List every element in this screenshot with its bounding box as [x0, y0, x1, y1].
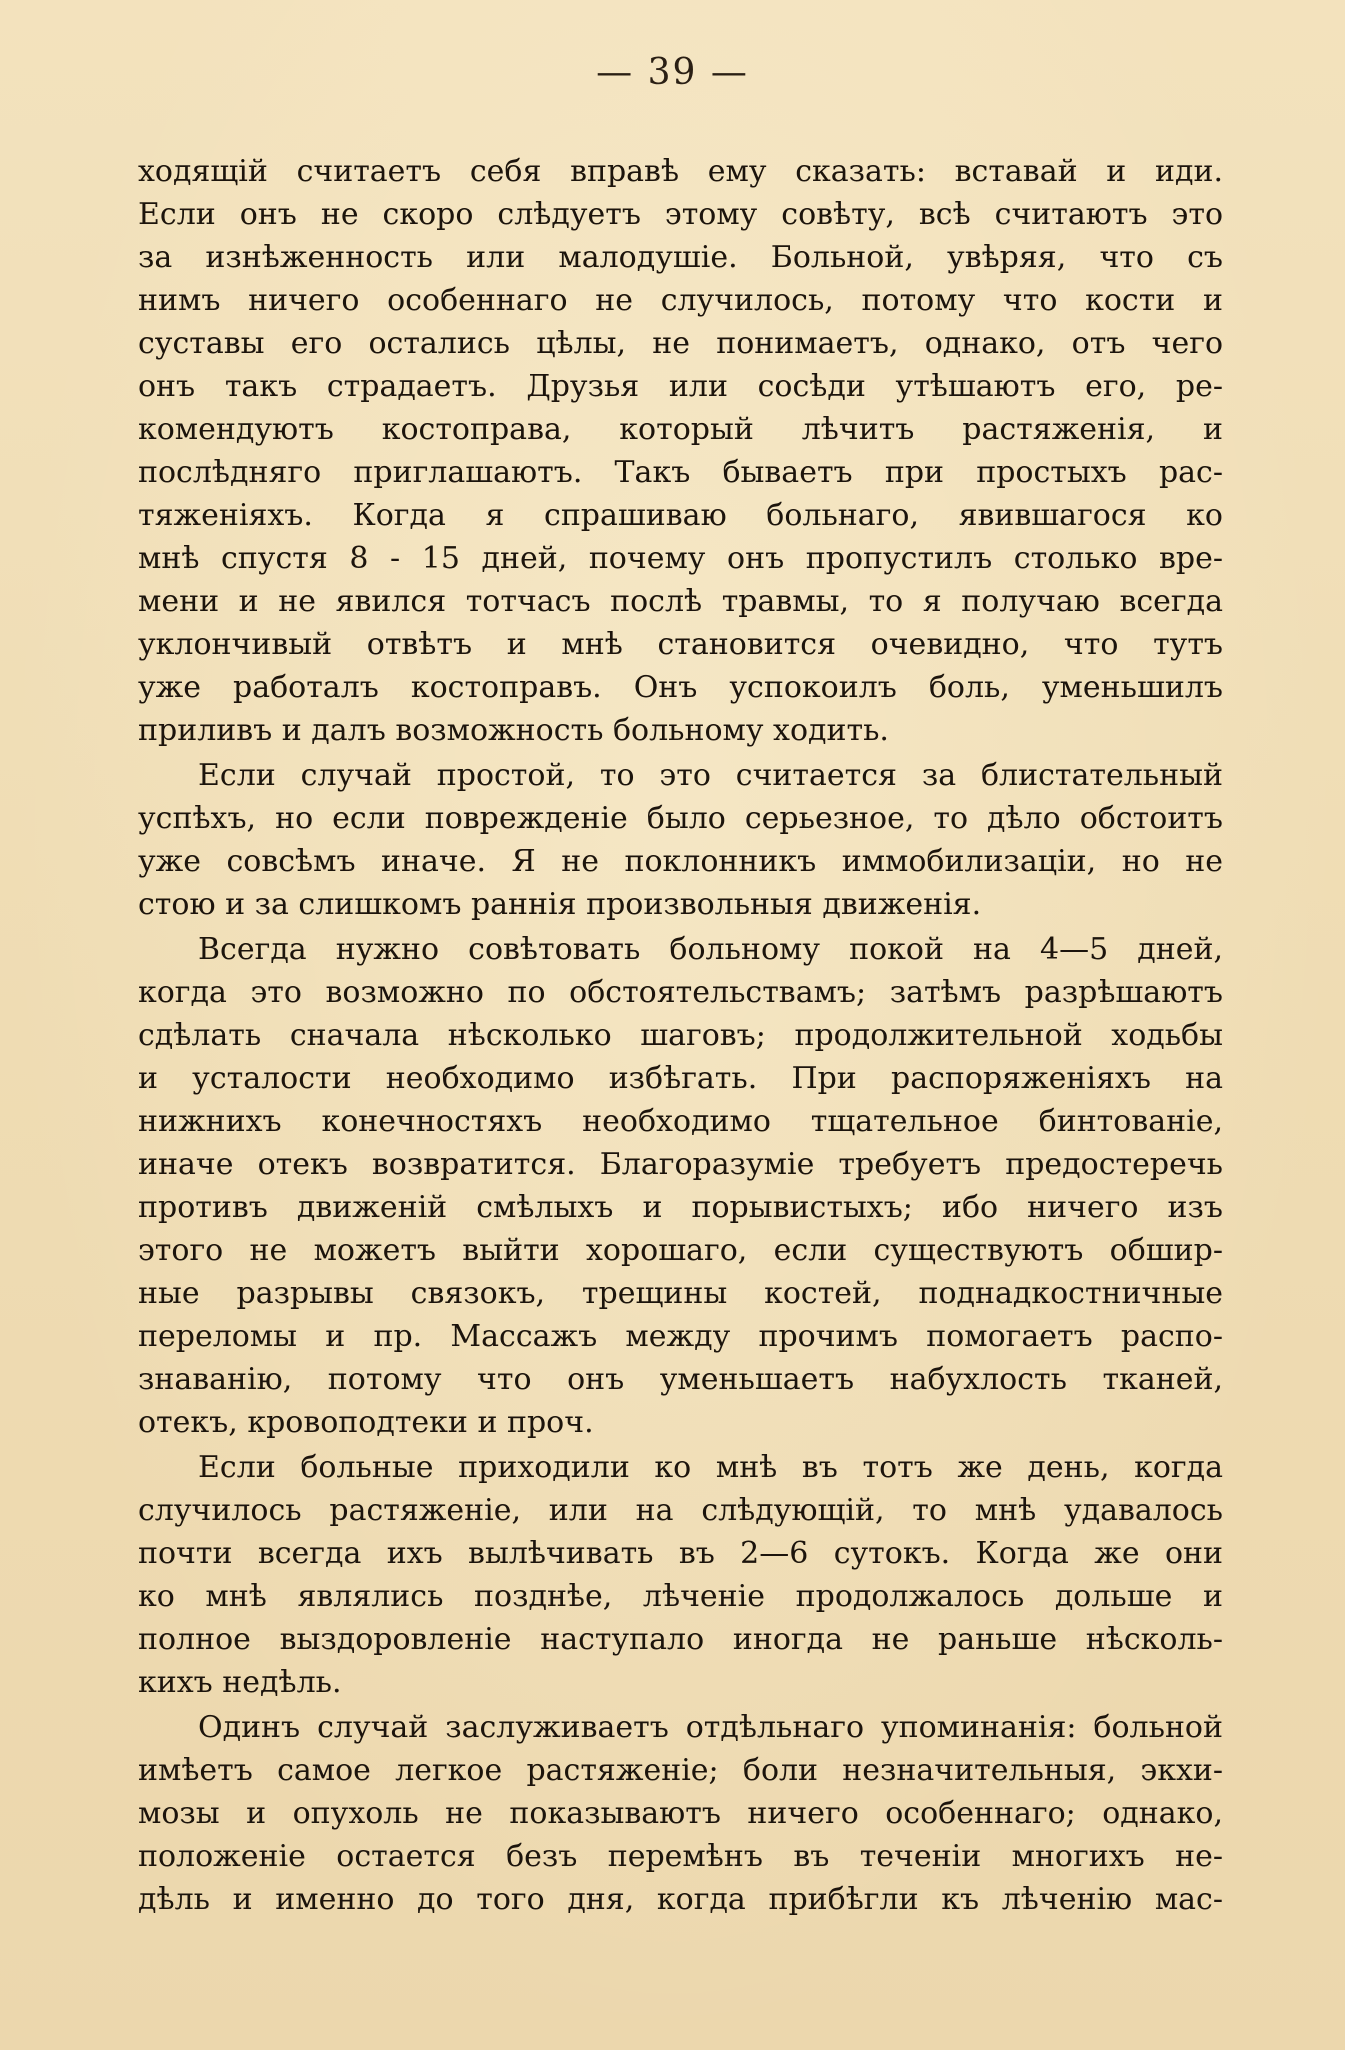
text-line: Одинъ случай заслуживаетъ отдѣльнаго упоминанія: больной — [198, 1710, 1223, 1745]
text-line: когда это возможно по обстоятельствамъ; затѣмъ разрѣшаютъ — [138, 975, 1223, 1010]
text-line: тяженіяхъ. Когда я спрашиваю больнаго, явившагося ко — [138, 498, 1223, 533]
text-line: нимъ ничего особеннаго не случилось, потому что кости и — [138, 283, 1223, 318]
text-line: кихъ недѣль. — [138, 1665, 342, 1700]
text-line: полное выздоровленіе наступало иногда не раньше нѣсколь- — [138, 1622, 1223, 1657]
paragraph-1 — [138, 150, 1223, 752]
text-line: противъ движеній смѣлыхъ и порывистыхъ; ибо ничего изъ — [138, 1190, 1223, 1225]
text-line: послѣдняго приглашаютъ. Такъ бываетъ при простыхъ рас- — [138, 455, 1223, 490]
paragraph-2 — [138, 754, 1223, 926]
text-line: переломы и пр. Массажъ между прочимъ помогаетъ распо- — [138, 1319, 1223, 1354]
text-line: почти всегда ихъ вылѣчивать въ 2—6 сутокъ. Когда же они — [138, 1536, 1223, 1571]
text-line: онъ такъ страдаетъ. Друзья или сосѣди утѣшаютъ его, ре- — [138, 369, 1223, 404]
text-line: мнѣ спустя 8 - 15 дней, почему онъ пропустилъ столько вре- — [138, 541, 1223, 576]
text-line: иначе отекъ возвратится. Благоразуміе требуетъ предостеречь — [138, 1147, 1223, 1182]
text-line: ходящій считаетъ себя вправѣ ему сказать: вставай и иди. — [138, 154, 1223, 189]
text-line: ные разрывы связокъ, трещины костей, поднадкостничные — [138, 1276, 1223, 1311]
text-line: знаванію, потому что онъ уменьшаетъ набухлость тканей, — [138, 1362, 1223, 1397]
text-line: уже совсѣмъ иначе. Я не поклонникъ иммобилизаціи, но не — [138, 844, 1223, 879]
text-line: уже работалъ костоправъ. Онъ успокоилъ боль, уменьшилъ — [138, 670, 1223, 705]
text-line: Всегда нужно совѣтовать больному покой на 4—5 дней, — [198, 932, 1223, 967]
text-line: и усталости необходимо избѣгать. При распоряженіяхъ на — [138, 1061, 1223, 1096]
text-line: Если онъ не скоро слѣдуетъ этому совѣту, всѣ считаютъ это — [138, 197, 1223, 232]
text-line: нижнихъ конечностяхъ необходимо тщательное бинтованіе, — [138, 1104, 1223, 1139]
text-line: уклончивый отвѣтъ и мнѣ становится очевидно, что тутъ — [138, 627, 1223, 662]
page-number: — 39 — — [596, 52, 749, 93]
paragraph-4 — [138, 1446, 1223, 1704]
text-line: суставы его остались цѣлы, не понимаетъ, однако, отъ чего — [138, 326, 1223, 361]
body-text — [138, 150, 1223, 1921]
text-line: имѣетъ самое легкое растяженіе; боли незначительныя, экхи- — [138, 1753, 1223, 1788]
text-line: сдѣлать сначала нѣсколько шаговъ; продолжительной ходьбы — [138, 1018, 1223, 1053]
text-line: Если случай простой, то это считается за блистательный — [198, 758, 1223, 793]
text-line: комендуютъ костоправа, который лѣчитъ растяженія, и — [138, 412, 1223, 447]
text-line: успѣхъ, но если поврежденіе было серьезное, то дѣло обстоитъ — [138, 801, 1223, 836]
text-line: мени и не явился тотчасъ послѣ травмы, то я получаю всегда — [138, 584, 1223, 619]
text-line: отекъ, кровоподтеки и проч. — [138, 1405, 594, 1440]
text-line: этого не можетъ выйти хорошаго, если существуютъ обшир- — [138, 1233, 1223, 1268]
text-line: Если больные приходили ко мнѣ въ тотъ же день, когда — [198, 1450, 1223, 1485]
text-line: за изнѣженность или малодушіе. Больной, увѣряя, что съ — [138, 240, 1223, 275]
text-line: стою и за слишкомъ раннія произвольныя движенія. — [138, 887, 982, 922]
text-line: дѣль и именно до того дня, когда прибѣгли къ лѣченію мас- — [138, 1882, 1223, 1917]
paragraph-3 — [138, 928, 1223, 1444]
text-line: приливъ и далъ возможность больному ходить. — [138, 713, 889, 748]
paragraph-5 — [138, 1706, 1223, 1921]
text-line: мозы и опухоль не показываютъ ничего особеннаго; однако, — [138, 1796, 1223, 1831]
text-line: случилось растяженіе, или на слѣдующій, то мнѣ удавалось — [138, 1493, 1223, 1528]
text-line: положеніе остается безъ перемѣнъ въ теченіи многихъ не- — [138, 1839, 1223, 1874]
text-line: ко мнѣ являлись позднѣе, лѣченіе продолжалось дольше и — [138, 1579, 1223, 1614]
